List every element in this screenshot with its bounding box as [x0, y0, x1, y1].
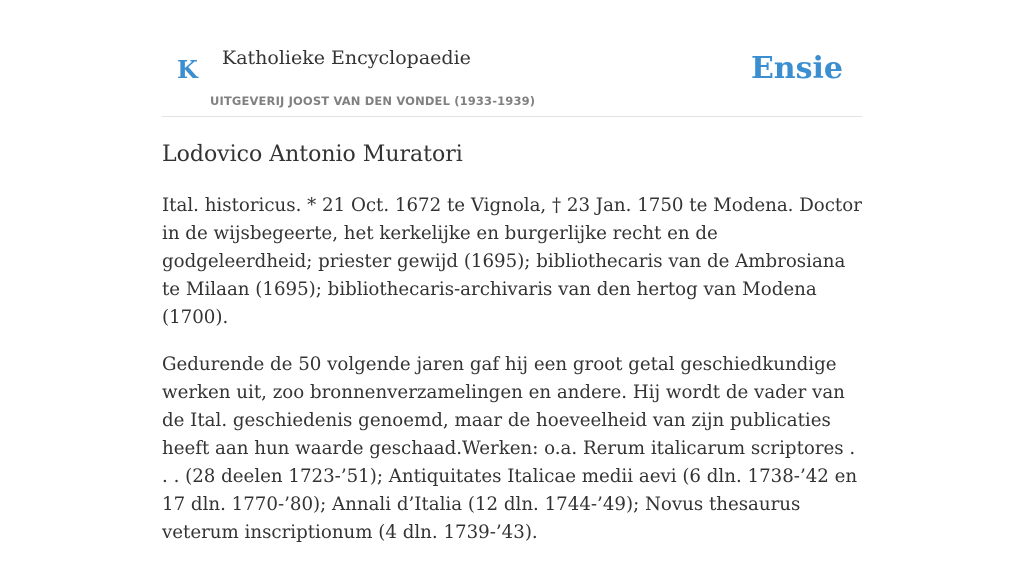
- page: [162, 0, 862, 543]
- ensie-brand-link[interactable]: Ensie: [750, 51, 843, 86]
- publication-title[interactable]: Katholieke Encyclopaedie: [222, 47, 471, 69]
- article-title: Lodovico Antonio Muratori: [162, 142, 463, 167]
- header: [162, 0, 862, 117]
- article-paragraph: Gedurende de 50 volgende jaren gaf hij een groot getal geschiedkundige werken uit, zoo bronnenverzamelingen en andere. Hij wordt de vader van de Ital. geschiedenis genoemd, maar de hoeveelheid van zijn publicaties heeft aan hun waarde geschaad.Werken: o.a. Rerum italicarum scriptores . . . (28 deelen 1723-’51); Antiquitates Italicae medii aevi (6 dln. 1738-’42 en 17 dln. 1770-’80); Annali d’Italia (12 dln. 1744-’49); Novus thesaurus veterum inscriptionum (4 dln. 1739-’43).: [162, 354, 858, 543]
- article-body: [162, 192, 862, 566]
- article-paragraph: Ital. historicus. * 21 Oct. 1672 te Vignola, † 23 Jan. 1750 te Modena. Doctor in de wijsbegeerte, het kerkelijke en burgerlijke recht en de godgeleerdheid; priester gewijd (1695); bibliothecaris van de Ambrosiana te Milaan (1695); bibliothecaris-archivaris van den hertog van Modena (1700).: [162, 195, 862, 328]
- publication-subtitle: UITGEVERIJ JOOST VAN DEN VONDEL (1933-1939): [210, 94, 536, 108]
- encyclopedia-logo[interactable]: K: [177, 55, 198, 84]
